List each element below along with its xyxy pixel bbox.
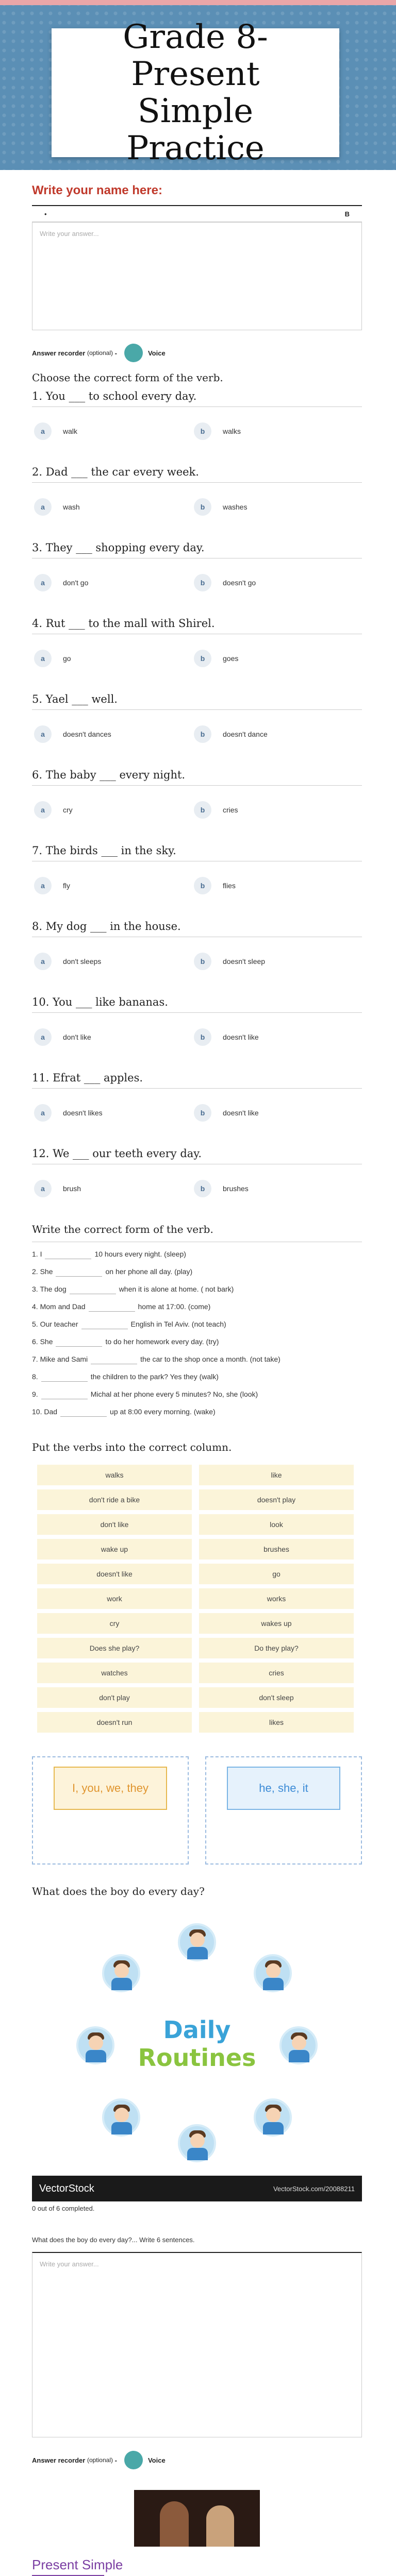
letter-b-icon: b xyxy=(194,1180,211,1197)
verb-chip[interactable]: like xyxy=(199,1465,354,1485)
verb-chip[interactable]: go xyxy=(199,1564,354,1584)
fill-sentence xyxy=(32,1315,362,1333)
recorder-label: Answer recorder xyxy=(32,349,86,357)
sort-section xyxy=(32,1441,362,1865)
option-text: brushes xyxy=(223,1184,249,1193)
verb-chip[interactable]: don't play xyxy=(37,1687,192,1708)
bold-button[interactable]: B xyxy=(344,210,350,218)
fill-sentence xyxy=(32,1333,362,1350)
blank-input[interactable] xyxy=(70,1286,116,1294)
mc-question xyxy=(32,693,362,749)
option-a[interactable] xyxy=(32,795,192,825)
verb-chip[interactable]: doesn't play xyxy=(199,1489,354,1510)
editor-toolbar xyxy=(32,205,362,222)
question-text: 8. My dog ___ in the house. xyxy=(32,920,362,937)
review-section xyxy=(32,2557,362,2576)
sentence-end: home at 17:00. (come) xyxy=(138,1302,211,1311)
daily-routines-title xyxy=(135,2016,259,2072)
blank-input[interactable] xyxy=(89,1304,135,1312)
letter-b-icon: b xyxy=(194,498,211,516)
verb-chip[interactable]: walks xyxy=(37,1465,192,1485)
option-text: doesn't like xyxy=(223,1109,259,1117)
letter-a-icon: a xyxy=(34,1028,52,1046)
verb-chip[interactable]: likes xyxy=(199,1712,354,1733)
verb-chip[interactable]: don't ride a bike xyxy=(37,1489,192,1510)
fill-sentence xyxy=(32,1245,362,1263)
verb-chip[interactable]: watches xyxy=(37,1663,192,1683)
completion-status: 0 out of 6 completed. xyxy=(32,2205,95,2212)
fill-sentence xyxy=(32,1280,362,1298)
blank-input[interactable] xyxy=(41,1374,88,1382)
question-text: 12. We ___ our teeth every day. xyxy=(32,1147,362,1164)
option-text: walks xyxy=(223,427,241,435)
letter-a-icon: a xyxy=(34,650,52,667)
option-text: cry xyxy=(63,806,73,814)
sentence-start: 10. Dad xyxy=(32,1408,58,1416)
option-text: doesn't sleep xyxy=(223,957,266,965)
boy-brush-teeth-illustration xyxy=(254,1954,292,1992)
option-text: cries xyxy=(223,806,238,814)
option-b[interactable] xyxy=(192,1022,352,1052)
blank-input[interactable] xyxy=(41,1392,88,1399)
verb-chip[interactable]: work xyxy=(37,1588,192,1609)
sentence-end: up at 8:00 every morning. (wake) xyxy=(110,1408,216,1416)
answer-recorder xyxy=(32,344,362,362)
option-a[interactable] xyxy=(32,1022,192,1052)
sentence-end: to do her homework every day. (try) xyxy=(105,1337,219,1346)
sentence-start: 9. xyxy=(32,1390,38,1398)
picture-section xyxy=(32,1885,362,2469)
letter-a-icon: a xyxy=(34,498,52,516)
option-text: flies xyxy=(223,882,236,890)
letter-a-icon: a xyxy=(34,801,52,819)
option-text: fly xyxy=(63,882,70,890)
blank-input[interactable] xyxy=(91,1357,137,1364)
fill-sentence xyxy=(32,1350,362,1368)
option-text: doesn't go xyxy=(223,579,256,587)
option-text: goes xyxy=(223,654,239,663)
blank-input[interactable] xyxy=(45,1251,91,1259)
recorder-optional: (optional) xyxy=(87,2456,113,2464)
question-text: 2. Dad ___ the car every week. xyxy=(32,466,362,483)
letter-b-icon: b xyxy=(194,422,211,440)
sentence-end: the children to the park? Yes they (walk) xyxy=(90,1372,219,1381)
letter-a-icon: a xyxy=(34,953,52,970)
option-b[interactable] xyxy=(192,1174,352,1204)
option-text: don't go xyxy=(63,579,89,587)
sentence-end: on her phone all day. (play) xyxy=(105,1267,193,1276)
name-answer-input[interactable] xyxy=(32,222,362,330)
recorder-optional: (optional) xyxy=(87,349,113,357)
fill-in-section xyxy=(32,1223,362,1420)
boy-wake-up-illustration xyxy=(178,1923,216,1961)
fill-sentence xyxy=(32,1368,362,1385)
verb-chip[interactable]: wake up xyxy=(37,1539,192,1560)
drop-zone-plural[interactable] xyxy=(32,1756,189,1865)
letter-b-icon: b xyxy=(194,801,211,819)
fill-sentence xyxy=(32,1298,362,1315)
bullet-icon[interactable]: • xyxy=(44,210,47,218)
recorder-label: Answer recorder xyxy=(32,2456,86,2464)
sort-instruction: Put the verbs into the correct column. xyxy=(32,1441,232,1453)
option-b[interactable] xyxy=(192,946,352,976)
option-a[interactable] xyxy=(32,492,192,522)
option-a[interactable] xyxy=(32,1174,192,1204)
letter-a-icon: a xyxy=(34,725,52,743)
mc-question xyxy=(32,617,362,673)
answer-recorder xyxy=(32,2451,362,2469)
sentence-start: 4. Mom and Dad xyxy=(32,1302,86,1311)
worksheet-content xyxy=(32,170,362,2576)
option-a[interactable] xyxy=(32,946,192,976)
answer-placeholder: Write your answer... xyxy=(40,2260,99,2268)
option-text: walk xyxy=(63,427,78,435)
mc-question xyxy=(32,844,362,901)
option-text: doesn't like xyxy=(223,1033,259,1041)
multiple-choice-section xyxy=(32,371,362,1204)
sentence-start: 6. She xyxy=(32,1337,53,1346)
sentences-answer-input[interactable] xyxy=(32,2252,362,2437)
letter-a-icon: a xyxy=(34,574,52,591)
option-b[interactable] xyxy=(192,416,352,446)
option-b[interactable] xyxy=(192,643,352,673)
option-text: brush xyxy=(63,1184,81,1193)
mc-question xyxy=(32,769,362,825)
option-a[interactable] xyxy=(32,643,192,673)
question-text: 1. You ___ to school every day. xyxy=(32,390,362,407)
option-b[interactable] xyxy=(192,1098,352,1128)
option-a[interactable] xyxy=(32,568,192,598)
fill-sentence xyxy=(32,1263,362,1280)
option-b[interactable] xyxy=(192,568,352,598)
name-section xyxy=(32,183,362,362)
option-a[interactable] xyxy=(32,416,192,446)
option-b[interactable] xyxy=(192,795,352,825)
boy-breakfast-illustration xyxy=(279,2026,318,2064)
verb-chip[interactable]: works xyxy=(199,1588,354,1609)
question-text: 7. The birds ___ in the sky. xyxy=(32,844,362,861)
boy-school-illustration xyxy=(254,2098,292,2137)
fill-instruction: Write the correct form of the verb. xyxy=(32,1223,213,1235)
letter-b-icon: b xyxy=(194,1104,211,1122)
drop-zone-singular[interactable] xyxy=(205,1756,362,1865)
verb-chip[interactable]: don't like xyxy=(37,1514,192,1535)
option-text: doesn't likes xyxy=(63,1109,103,1117)
option-b[interactable] xyxy=(192,719,352,749)
mc-instruction: Choose the correct form of the verb. xyxy=(32,371,223,384)
letter-a-icon: a xyxy=(34,422,52,440)
letter-b-icon: b xyxy=(194,574,211,591)
question-text: 3. They ___ shopping every day. xyxy=(32,541,362,558)
header-banner xyxy=(0,0,396,170)
verb-chip-grid xyxy=(32,1460,362,1733)
name-section-title: Write your name here: xyxy=(32,183,162,197)
question-text: 11. Efrat ___ apples. xyxy=(32,1072,362,1089)
option-b[interactable] xyxy=(192,492,352,522)
verb-chip[interactable]: wakes up xyxy=(199,1613,354,1634)
mc-question xyxy=(32,920,362,976)
question-text: 6. The baby ___ every night. xyxy=(32,769,362,786)
daily-text: Daily xyxy=(163,2016,231,2044)
boy-dinner-illustration xyxy=(76,2026,114,2064)
option-text: don't like xyxy=(63,1033,91,1041)
recorder-dash: - xyxy=(114,349,117,357)
boy-sleep-illustration xyxy=(102,1954,140,1992)
sentence-start: 2. She xyxy=(32,1267,53,1276)
sentence-end: Michal at her phone every 5 minutes? No, she (look) xyxy=(90,1390,258,1398)
video-thumbnail[interactable] xyxy=(134,2490,260,2547)
mc-question xyxy=(32,541,362,598)
boy-play-illustration xyxy=(102,2098,140,2137)
letter-b-icon: b xyxy=(194,953,211,970)
option-a[interactable] xyxy=(32,719,192,749)
sentence-end: when it is alone at home. ( not bark) xyxy=(119,1285,234,1293)
daily-routines-image xyxy=(32,1908,362,2176)
option-a[interactable] xyxy=(32,871,192,901)
fill-sentence xyxy=(32,1385,362,1403)
picture-prompt: What does the boy do every day?... Write 6 sentences. xyxy=(32,2236,195,2244)
verb-chip[interactable]: don't sleep xyxy=(199,1687,354,1708)
question-text: 5. Yael ___ well. xyxy=(32,693,362,710)
sentence-end: English in Tel Aviv. (not teach) xyxy=(130,1320,226,1328)
sentence-start: 1. I xyxy=(32,1250,42,1258)
boy-homework-illustration xyxy=(178,2124,216,2162)
verb-chip[interactable]: Does she play? xyxy=(37,1638,192,1658)
option-a[interactable] xyxy=(32,1098,192,1128)
watermark-logo: VectorStock xyxy=(39,2182,94,2194)
mc-question xyxy=(32,390,362,446)
blank-input[interactable] xyxy=(60,1409,107,1417)
image-watermark-bar xyxy=(32,2176,362,2201)
verb-chip[interactable]: doesn't run xyxy=(37,1712,192,1733)
verb-chip[interactable]: Do they play? xyxy=(199,1638,354,1658)
question-text: 10. You ___ like bananas. xyxy=(32,996,362,1013)
letter-b-icon: b xyxy=(194,1028,211,1046)
letter-b-icon: b xyxy=(194,877,211,894)
option-text: doesn't dances xyxy=(63,730,111,738)
sentence-start: 7. Mike and Sami xyxy=(32,1355,88,1363)
verb-chip[interactable]: cries xyxy=(199,1663,354,1683)
recorder-dash: - xyxy=(114,2456,117,2464)
verb-chip[interactable]: brushes xyxy=(199,1539,354,1560)
option-text: doesn't dance xyxy=(223,730,268,738)
sentence-end: the car to the shop once a month. (not take) xyxy=(140,1355,280,1363)
voice-label: Voice xyxy=(147,2456,166,2464)
mc-question xyxy=(32,466,362,522)
option-text: wash xyxy=(63,503,80,511)
letter-b-icon: b xyxy=(194,650,211,667)
routines-text: Routines xyxy=(138,2044,256,2072)
review-title: Present Simple xyxy=(32,2557,123,2572)
drop-label-singular: he, she, it xyxy=(227,1767,340,1810)
title-card xyxy=(52,18,339,167)
mc-question xyxy=(32,996,362,1052)
option-b[interactable] xyxy=(192,871,352,901)
blank-input[interactable] xyxy=(56,1269,102,1277)
watermark-id: VectorStock.com/20088211 xyxy=(273,2184,355,2193)
option-text: washes xyxy=(223,503,248,511)
letter-b-icon: b xyxy=(194,725,211,743)
option-text: go xyxy=(63,654,71,663)
picture-instruction: What does the boy do every day? xyxy=(32,1885,205,1897)
mc-question xyxy=(32,1072,362,1128)
voice-label: Voice xyxy=(147,349,166,357)
drop-label-plural: I, you, we, they xyxy=(54,1767,167,1810)
verb-chip[interactable]: doesn't like xyxy=(37,1564,192,1584)
blank-input[interactable] xyxy=(56,1339,102,1347)
banner-accent-strip xyxy=(0,0,396,5)
fill-sentence xyxy=(32,1403,362,1420)
letter-a-icon: a xyxy=(34,1104,52,1122)
sentence-start: 8. xyxy=(32,1372,38,1381)
sentence-start: 5. Our teacher xyxy=(32,1320,78,1328)
answer-placeholder: Write your answer... xyxy=(40,230,99,238)
sentence-start: 3. The dog xyxy=(32,1285,67,1293)
voice-record-button[interactable] xyxy=(124,344,143,362)
verb-chip[interactable]: cry xyxy=(37,1613,192,1634)
question-text: 4. Rut ___ to the mall with Shirel. xyxy=(32,617,362,634)
voice-record-button[interactable] xyxy=(124,2451,143,2469)
verb-chip[interactable]: look xyxy=(199,1514,354,1535)
page-title: Grade 8- Present Simple Practice xyxy=(123,18,268,167)
letter-a-icon: a xyxy=(34,1180,52,1197)
blank-input[interactable] xyxy=(81,1321,128,1329)
mc-question xyxy=(32,1147,362,1204)
option-text: don't sleeps xyxy=(63,957,102,965)
letter-a-icon: a xyxy=(34,877,52,894)
sentence-end: 10 hours every night. (sleep) xyxy=(94,1250,186,1258)
